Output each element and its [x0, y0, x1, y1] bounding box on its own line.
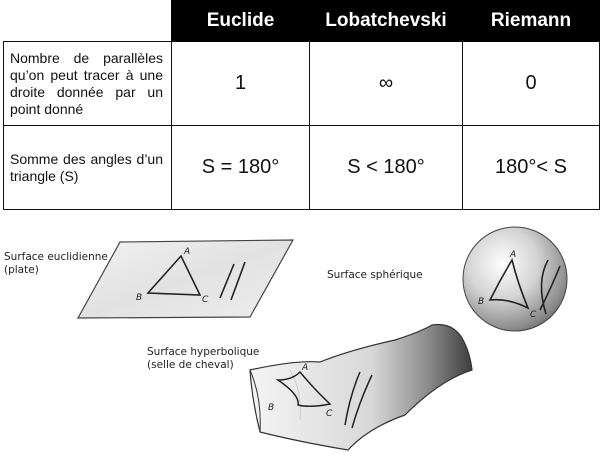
point-b-label: B: [478, 297, 485, 307]
header-riemann: Riemann: [463, 1, 600, 42]
cell-lobatchevski-angles: S < 180°: [310, 126, 463, 210]
cell-euclide-parallels: 1: [172, 42, 310, 126]
point-c-label: C: [530, 310, 537, 320]
euclidean-surface-label: [4, 251, 108, 277]
header-euclide: Euclide: [172, 1, 310, 42]
euclidean-label-line-1: Surface euclidienne: [4, 251, 108, 263]
point-c-label: C: [202, 295, 209, 305]
hyperbolic-label-line-1: Surface hyperbolique: [147, 346, 260, 358]
euclidean-label-line-2: (plate): [4, 264, 39, 276]
table-header-row: [4, 1, 600, 42]
hyperbolic-saddle: [250, 325, 472, 450]
cell-lobatchevski-parallels: ∞: [310, 42, 463, 126]
spherical-surface-label: Surface sphérique: [327, 269, 423, 281]
cell-riemann-angles: 180°< S: [463, 126, 600, 210]
table-row: [4, 42, 600, 126]
geometry-comparison-table: [3, 0, 600, 210]
cell-riemann-parallels: 0: [463, 42, 600, 126]
hyperbolic-surface-label: [147, 346, 259, 372]
sphere: [463, 227, 567, 331]
table-row: [4, 126, 600, 210]
euclidean-plane: [78, 240, 293, 318]
header-lobatchevski: Lobatchevski: [310, 1, 463, 42]
surfaces-illustration: [0, 220, 605, 460]
hyperbolic-label-line-2: (selle de cheval): [147, 359, 234, 371]
header-blank: [4, 1, 172, 42]
row-label-angle-sum: Somme des angles d’un triangle (S): [4, 126, 172, 210]
point-b-label: B: [136, 293, 143, 303]
point-c-label: C: [326, 409, 333, 419]
row-label-parallels: Nombre de parallèles qu’on peut tracer à une droite donnée par un point donné: [4, 42, 172, 126]
point-a-label: A: [302, 363, 309, 373]
point-a-label: A: [510, 250, 517, 260]
cell-euclide-angles: S = 180°: [172, 126, 310, 210]
point-b-label: B: [268, 403, 275, 413]
point-a-label: A: [184, 247, 191, 257]
